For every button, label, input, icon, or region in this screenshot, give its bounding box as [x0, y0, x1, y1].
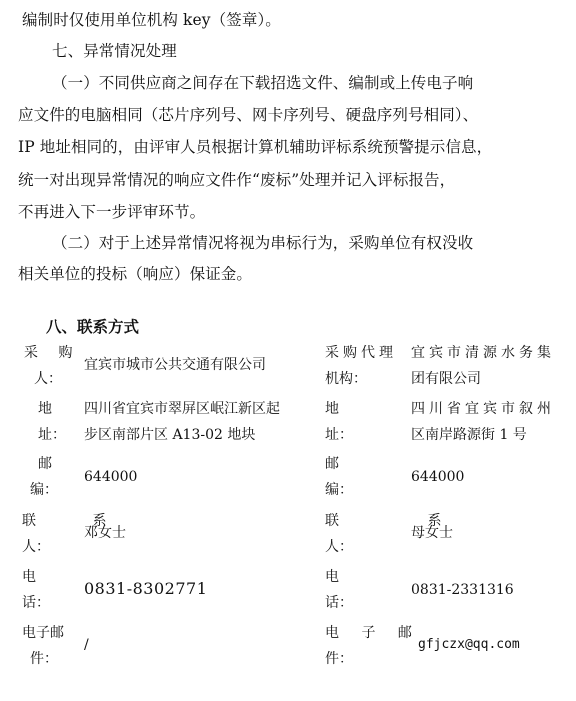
agency-person-value: 母女士	[411, 525, 453, 541]
agency-person-label-1: 联 系	[325, 513, 484, 529]
paragraph-1-line-2: 应文件的电脑相同（芯片序列号、网卡序列号、硬盘序列号相同）、	[18, 106, 479, 124]
agency-value-1: 宜宾市清源水务集	[411, 345, 555, 361]
paragraph-2-line-2: 相关单位的投标（响应）保证金。	[18, 265, 253, 283]
agency-address-label-2: 址：	[325, 427, 353, 443]
email-label-2: 件：	[30, 651, 58, 667]
agency-phone-label-2: 话：	[325, 595, 353, 611]
address-value-2: 步区南部片区 A13-02 地块	[84, 427, 256, 443]
email-label-1: 电子邮	[22, 625, 64, 641]
email-value: /	[84, 637, 89, 653]
phone-label-1: 电	[22, 569, 36, 585]
purchaser-value: 宜宾市城市公共交通有限公司	[84, 357, 266, 373]
zip-label-2: 编：	[30, 482, 58, 498]
paragraph-1-line-4: 统一对出现异常情况的响应文件作“废标”处理并记入评标报告，	[18, 171, 456, 189]
agency-address-value-2: 区南岸路源街 1 号	[411, 427, 527, 443]
person-value: 邓女士	[84, 525, 126, 541]
zip-value: 644000	[84, 469, 138, 485]
address-value-1: 四川省宜宾市翠屏区岷江新区起	[84, 401, 280, 417]
phone-value: 0831-8302771	[84, 579, 208, 598]
zip-label-1: 邮	[38, 456, 52, 472]
address-label-1: 地	[38, 401, 52, 417]
person-label-1: 联 系	[22, 513, 133, 529]
purchaser-label-1: 采 购	[24, 345, 81, 361]
agency-email-label-1: 电 子 邮	[325, 625, 421, 641]
purchaser-label-2: 人：	[34, 371, 62, 387]
paragraph-1-line-1: （一）不同供应商之间存在下载招选文件、编制或上传电子响	[52, 74, 474, 92]
person-label-2: 人：	[22, 539, 50, 555]
agency-address-value-1: 四川省宜宾市叙州	[411, 401, 555, 417]
address-label-2: 址：	[38, 427, 66, 443]
paragraph-1-line-5: 不再进入下一步评审环节。	[18, 203, 206, 221]
agency-person-label-2: 人：	[325, 539, 353, 555]
agency-address-label-1: 地	[325, 401, 339, 417]
agency-label-2: 机构：	[325, 371, 367, 387]
agency-zip-label-1: 邮	[325, 456, 339, 472]
agency-phone-value: 0831-2331316	[411, 582, 514, 598]
section-8-title: 八、联系方式	[46, 318, 140, 336]
paragraph-2-line-1: （二）对于上述异常情况将视为串标行为，采购单位有权没收	[52, 234, 474, 252]
text-line-top: 编制时仅使用单位机构 key（签章）。	[22, 11, 281, 29]
agency-label-1: 采购代理	[325, 345, 397, 361]
phone-label-2: 话：	[22, 595, 50, 611]
agency-email-value: gfjczx@qq.com	[418, 637, 520, 652]
agency-zip-label-2: 编：	[325, 482, 353, 498]
section-7-title: 七、异常情况处理	[52, 42, 177, 60]
paragraph-1-line-3: IP 地址相同的，由评审人员根据计算机辅助评标系统预警提示信息，	[18, 138, 493, 156]
agency-zip-value: 644000	[411, 469, 465, 485]
agency-email-label-2: 件：	[325, 651, 353, 667]
agency-value-2: 团有限公司	[411, 371, 481, 387]
agency-phone-label-1: 电	[325, 569, 339, 585]
